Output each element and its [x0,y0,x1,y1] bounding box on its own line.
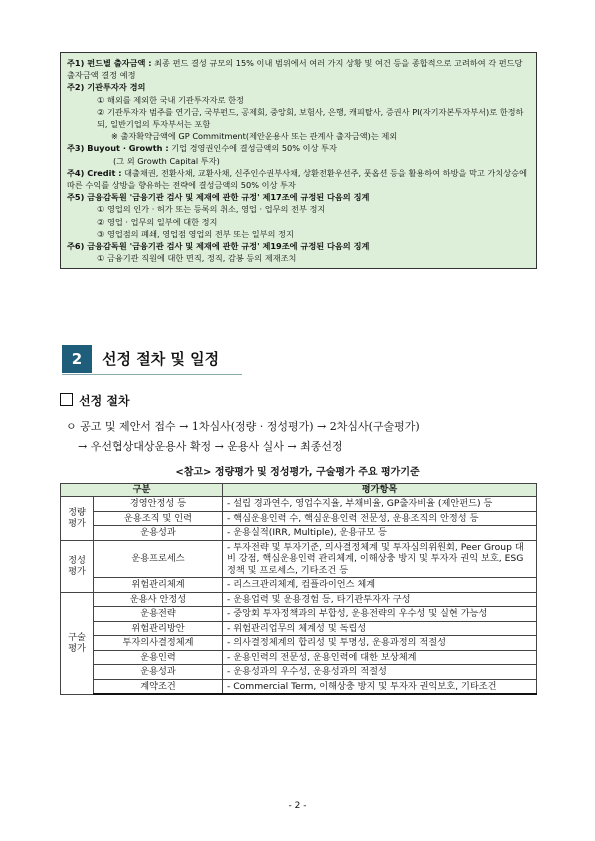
process-line-2: → 우선협상대상운용사 확정 → 운용사 실사 → 최종선정 [78,440,343,453]
note-text: ② 기관투자자 범주를 연기금, 국부펀드, 공제회, 중앙회, 보험사, 은행, 캐피탈사, 증권사 PI(자기자본투자부서)로 한정하되, 일반기업의 투자부서는 포함 [97,106,524,130]
subsection-title: 선정 절차 [79,394,130,408]
table-caption: <참고> 정량평가 및 정성평가, 구술평가 주요 평가기준 [175,467,420,478]
desc-cell: - Commercial Term, 이해상충 방지 및 투자자 권익보호, 기타조건 [223,679,537,694]
note-text: ※ 출자확약금액에 GP Commitment(제안운용사 또는 관계사 출자금액)는 제외 [111,131,398,142]
table-row [61,607,537,622]
item-cell: 운용사 안정성 [94,592,223,607]
note-line [67,203,530,215]
desc-cell: - 운용성과의 우수성, 운용성과의 적절성 [223,665,537,680]
item-cell: 운용성과 [94,665,223,680]
note-line [67,191,530,203]
notes-box [60,52,537,269]
table-row [61,592,537,607]
note-text: 최종 펀드 결성 규모의 15% 이내 범위에서 여러 가지 상황 및 여건 등을 종합적으로 고려하여 각 펀드당 출자금액 결정 예정 [67,58,523,81]
note-line [67,228,530,240]
section-title: 선정 절차 및 일정 [102,350,220,368]
note-title: 주6) 금융감독원 '금융기관 검사 및 제재에 관한 규정' 제19조에 규정된 다음의 징계 [67,241,370,252]
note-title: 주1) 펀드별 출자금액 : [67,58,152,68]
item-cell: 운용조직 및 인력 [94,511,223,526]
table-row [61,540,537,578]
table-row [61,650,537,665]
table-row [61,665,537,680]
item-cell: 투자의사결정체계 [94,636,223,651]
item-cell: 운용성과 [94,526,223,541]
desc-cell: - 의사결정체계의 합리성 및 투명성, 운용과정의 적절성 [223,636,537,651]
note-title: 주3) Buyout · Growth : [67,143,169,154]
section-underline [62,374,242,375]
note-line [67,130,530,142]
note-text: 대출채권, 전환사채, 교환사채, 신주인수권부사채, 상환전환우선주, 풋옵션 등을 활용하여 하방을 막고 가치상승에 따른 수익를 상방을 향유하는 전략에 결성금액의 50% 이상 투자 [67,167,527,191]
desc-cell: - 투자전략 및 투자기준, 의사결정체계 및 투자심의위원회, Peer Group 대비 강점, 핵심운용인력 관리체계, 이해상충 방지 및 투자자 권익 보호, ESG 정책 및 프로세스, 기타조건 등 [223,540,537,578]
group-cell: 정성 평가 [61,540,94,592]
table-row [61,526,537,541]
item-cell: 계약조건 [94,679,223,694]
group-cell: 정량 평가 [61,497,94,541]
table-row [61,578,537,593]
note-text: ① 금융기관 직원에 대한 면직, 정직, 감봉 등의 제재조치 [97,253,297,264]
note-line [67,155,530,167]
desc-cell: - 운용실적(IRR, Multiple), 운용규모 등 [223,526,537,541]
section-number: 2 [62,345,92,373]
item-cell: 위험관리체계 [94,578,223,593]
checkbox-square-icon [60,393,73,406]
note-line [67,167,530,191]
table-header-row [61,484,537,497]
note-text: 기업 경영권인수에 결성금액의 50% 이상 투자 [168,143,337,154]
table-row [61,679,537,694]
note-line [67,81,530,93]
note-text: ① 영업의 인가 · 허가 또는 등록의 취소, 영업 · 업무의 전부 정지 [97,204,326,215]
desc-cell: - 운용업력 및 운용경험 등, 타기관투자자 구성 [223,592,537,607]
note-title: 주4) Credit : [67,167,122,178]
desc-cell: - 핵심운용인력 수, 핵심운용인력 전문성, 운용조직의 안정성 등 [223,511,537,526]
process-line-1: ㅇ 공고 및 제안서 접수 → 1차심사(정량 · 정성평가) → 2차심사(구술평가) [66,420,420,433]
page-number: - 2 - [288,801,307,811]
note-text: ② 영업 · 업무의 일부에 대한 정지 [97,216,218,227]
header-items: 평가항목 [223,484,537,497]
header-category: 구분 [61,484,223,497]
note-text: ① 해외를 제외한 국내 기관투자자로 한정 [97,94,244,105]
note-text: ③ 영업점의 폐쇄, 영업점 영업의 전부 또는 일부의 정지 [97,228,294,239]
note-title: 주5) 금융감독원 '금융기관 검사 및 제재에 관한 규정' 제17조에 규정된 다음의 징계 [67,192,370,203]
desc-cell: - 위험관리업무의 체계성 및 독립성 [223,621,537,636]
note-line [67,240,530,252]
item-cell: 경영안정성 등 [94,497,223,512]
note-line [67,142,530,154]
item-cell: 운용전략 [94,607,223,622]
table-row [61,511,537,526]
table-row [61,497,537,512]
table-row [61,636,537,651]
process-flow [66,417,420,457]
desc-cell: - 리스크관리체계, 컴플라이언스 체계 [223,578,537,593]
note-text: (그 외 Growth Capital 투자) [113,155,220,166]
item-cell: 운용프로세스 [94,540,223,578]
subsection-heading [60,392,130,409]
note-line [67,94,530,106]
item-cell: 운용인력 [94,650,223,665]
note-line [67,216,530,228]
note-line [67,252,530,264]
note-title: 주2) 기관투자자 경의 [67,82,146,93]
desc-cell: - 설립 경과연수, 영업수지율, 부채비율, GP출자비율 (제안펀드) 등 [223,497,537,512]
section-heading [62,345,242,373]
table-row [61,621,537,636]
criteria-table [60,483,537,695]
note-line [67,57,530,81]
note-line [67,106,530,130]
group-cell: 구술 평가 [61,592,94,694]
item-cell: 위험관리방안 [94,621,223,636]
desc-cell: - 중앙회 투자정책과의 부합성, 운용전략의 우수성 및 실현 가능성 [223,607,537,622]
desc-cell: - 운용인력의 전문성, 운용인력에 대한 보상체계 [223,650,537,665]
